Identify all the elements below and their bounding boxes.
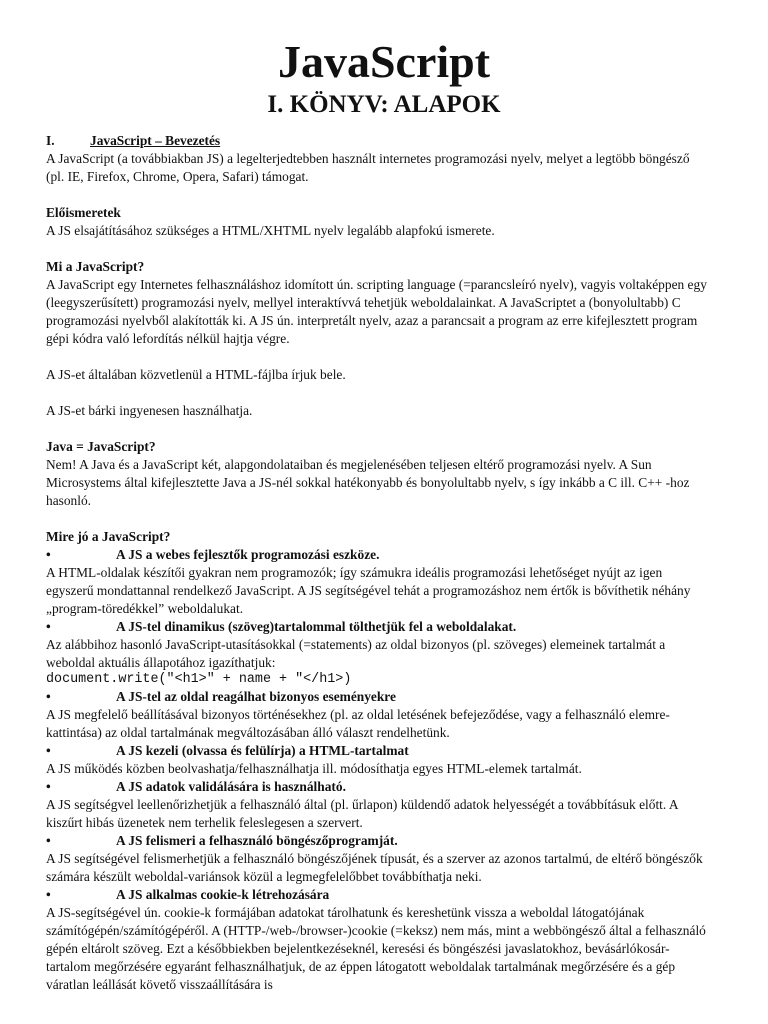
- bullet-title: A JS felismeri a felhasználó böngészőprogramját.: [116, 833, 398, 848]
- free-use-paragraph: A JS-et bárki ingyenesen használhatja.: [46, 403, 253, 418]
- bullet-title: A JS kezeli (olvassa és felülírja) a HTML-tartalmat: [116, 743, 409, 758]
- document-subtitle: I. KÖNYV: ALAPOK: [267, 91, 501, 118]
- bullet-icon: •: [46, 689, 51, 704]
- heading-java-vs-js: Java = JavaScript?: [46, 439, 156, 454]
- bullet-text: A JS működés közben beolvashatja/felhasználhatja ill. módosíthatja egyes HTML-elemek tartalmát.: [46, 761, 582, 776]
- bullet-item-events: [46, 688, 710, 706]
- bullet-item-validation: [46, 778, 710, 796]
- intro-paragraph: A JavaScript (a továbbiakban JS) a legelterjedtebben használt internetes programozási nyelv, melyet a legtöbb böngésző (pl. IE, Firefox, Chrome, Opera, Safari) támogat.: [46, 151, 690, 184]
- heading-prerequisites: Előismeretek: [46, 205, 121, 220]
- bullet-text: Az alábbihoz hasonló JavaScript-utasításokkal (=statements) az oldal bizonyos (pl. szöveges) elemeinek tartalmát a weboldal aktuális állapotához igazíthatjuk:: [46, 637, 666, 670]
- bullet-icon: •: [46, 779, 51, 794]
- bullet-text: A HTML-oldalak készítői gyakran nem programozók; így számukra ideális programozási lehetőséget nyújt az igen egyszerű mondattannal rendelkező JavaScript. A JS segítségével tehát a programozáshoz nem értők is bővíthetik néhány „program-töredékkel” weboldalukat.: [46, 565, 691, 616]
- bullet-text: A JS segítségvel leellenőrizhetjük a felhasználó által (pl. űrlapon) küldendő adatok helyességét a továbbításuk előtt. A kiszűrt hibás üzenetek nem terhelik feleslegesen a szervert.: [46, 797, 678, 830]
- bullet-item-dynamic-content: [46, 618, 710, 636]
- bullet-text: A JS megfelelő beállításával bizonyos történésekhez (pl. az oldal letésének befejeződése, vagy a felhasználó elemre-kattintása) az oldal tartalmának megváltozásában álló választ rendelhetünk.: [46, 707, 670, 740]
- bullet-item-html-content: [46, 742, 710, 760]
- bullet-icon: •: [46, 887, 51, 902]
- bullet-icon: •: [46, 547, 51, 562]
- bullet-icon: •: [46, 833, 51, 848]
- java-vs-js-paragraph: Nem! A Java és a JavaScript két, alapgondolataiban és megjelenésében teljesen eltérő programozási nyelv. A Sun Microsystems által kifejlesztette Java a JS-nél sokkal hatékonyabb és bonyolultabb nyelv, s így inkább a C ill. C++ -hoz hasonló.: [46, 457, 690, 508]
- bullet-title: A JS adatok validálására is használható.: [116, 779, 346, 794]
- heading-uses: Mire jó a JavaScript?: [46, 529, 171, 544]
- section-number: I.: [46, 133, 55, 148]
- html-embed-paragraph: A JS-et általában közvetlenül a HTML-fájlba írjuk bele.: [46, 367, 346, 382]
- document-title: JavaScript: [277, 36, 491, 87]
- code-example: document.write("<h1>" + name + "</h1>): [46, 672, 352, 687]
- bullet-title: A JS a webes fejlesztők programozási eszköze.: [116, 547, 380, 562]
- section-title: JavaScript – Bevezetés: [90, 133, 221, 148]
- bullet-text: A JS-segítségével ún. cookie-k formájában adatokat tárolhatunk és kereshetünk vissza a weboldal látogatójának számítógépén/számítógépéről. A (HTTP-/web-/browser-)cookie (=keksz) nem más, mint a webböngésző által a felhasználó gépén eltárolt szöveg. Ezt a későbbiekben bejelentkezéseknél, keresési és böngészési javaslatokhoz, bevásárlókosár-tartalom megőrzésére egyaránt felhasználhatjuk, de az éppen látogatott weboldalak tartalmának megőrzésére és a gép váratlan leállását követő visszaállítására is: [46, 905, 706, 992]
- heading-what-is-js: Mi a JavaScript?: [46, 259, 145, 274]
- what-is-js-paragraph: A JavaScript egy Internetes felhasználáshoz idomított ún. scripting language (=parancsleíró nyelv), vagyis voltaképpen egy (leegyszerűsített) programozási nyelv, mellyel interaktívvá tehetjük weboldalainkat. A JavaScriptet a (bonyolultabb) C programozási nyelvből alakították ki. A JS ún. interpretált nyelv, azaz a parancsait a program az erre kifejlesztett program gépi kódra való lefordítás nélkül hajtja végre.: [46, 277, 707, 346]
- section-heading-intro: [46, 132, 710, 150]
- bullet-title: A JS-tel dinamikus (szöveg)tartalommal tölthetjük fel a weboldalakat.: [116, 619, 517, 634]
- bullet-item-cookies: [46, 886, 710, 904]
- bullet-item-browser-detect: [46, 832, 710, 850]
- bullet-icon: •: [46, 743, 51, 758]
- bullet-text: A JS segítségével felismerhetjük a felhasználó böngészőjének típusát, és a szerver az azonos tartalmú, de eltérő böngészők számára készült weboldal-variánsok közül a legmegfelelőbbet továbbíthatja neki.: [46, 851, 703, 884]
- bullet-title: A JS-tel az oldal reagálhat bizonyos eseményekre: [116, 689, 396, 704]
- bullet-item-dev-tool: [46, 546, 710, 564]
- prerequisites-paragraph: A JS elsajátításához szükséges a HTML/XHTML nyelv legalább alapfokú ismerete.: [46, 223, 495, 238]
- bullet-icon: •: [46, 619, 51, 634]
- bullet-title: A JS alkalmas cookie-k létrehozására: [116, 887, 330, 902]
